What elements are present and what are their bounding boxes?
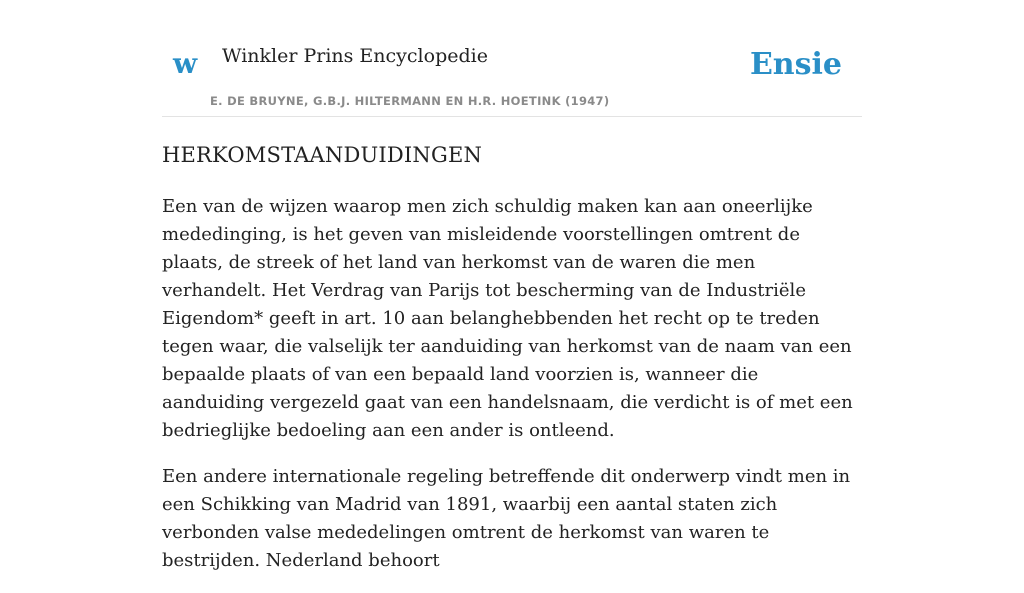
publication-title[interactable]: Winkler Prins Encyclopedie: [222, 45, 488, 67]
brand-logo[interactable]: Ensie: [749, 47, 842, 82]
publication-authors: E. DE BRUYNE, G.B.J. HILTERMANN EN H.R. HOETINK (1947): [210, 94, 610, 108]
article-paragraph: Een andere internationale regeling betreffende dit onderwerp vindt men in een Schikking van Madrid van 1891, waarbij een aantal staten zich verbonden valse mededelingen omtrent de herkomst van waren te bestrijden. Nederland behoort: [162, 466, 851, 571]
site-header: [162, 0, 862, 117]
article-title: HERKOMSTAANDUIDINGEN: [162, 143, 483, 167]
article: [162, 140, 862, 593]
article-paragraph: Een van de wijzen waarop men zich schuldig maken kan aan oneerlijke mededinging, is het geven van misleidende voorstellingen omtrent de plaats, de streek of het land van herkomst van de waren die men verhandelt. Het Verdrag van Parijs tot bescherming van de Industriële Eigendom* geeft in art. 10 aan belanghebbenden het recht op te treden tegen waar, die valselijk ter aanduiding van herkomst van de naam van een bepaalde plaats of van een bepaald land voorzien is, wanneer die aanduiding vergezeld gaat van een handelsnaam, die verdicht is of met een bedrieglijke bedoeling aan een ander is ontleend.: [162, 196, 853, 441]
publication-logo[interactable]: w: [173, 47, 198, 80]
